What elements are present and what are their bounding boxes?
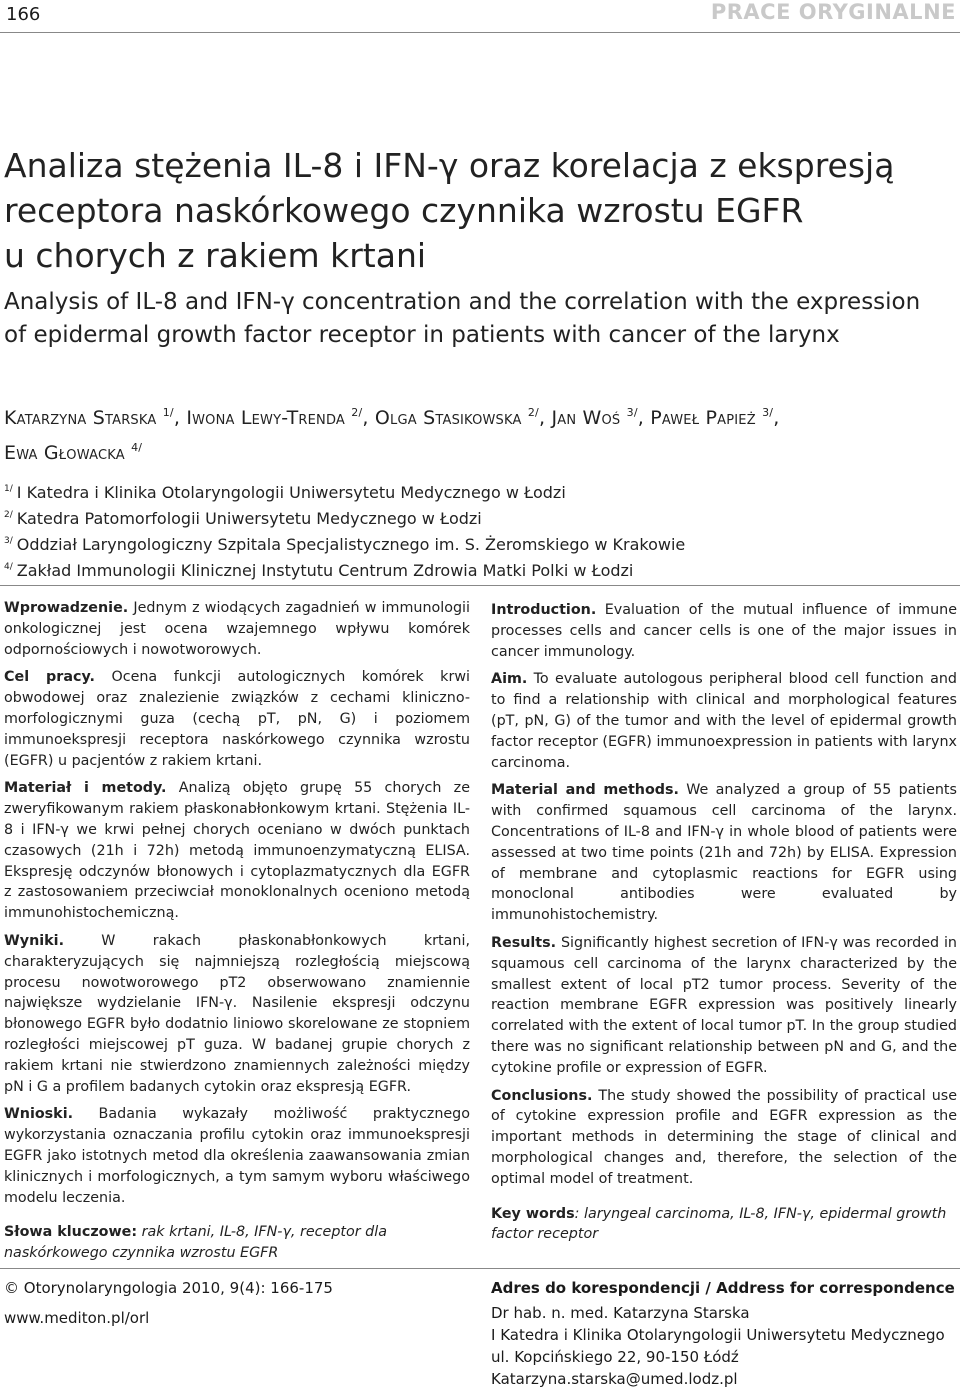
- author-affiliation-mark: 3/: [626, 406, 638, 419]
- correspondence-line: ul. Kopcińskiego 22, 90-150 Łódź: [491, 1348, 739, 1366]
- title-english: [4, 286, 954, 352]
- abstract-en-section-text: Evaluation of the mutual influence of immune processes cells and cancer cells is one of the major issues in cancer immunology.: [491, 602, 957, 660]
- abstract-pl-section-label: Wyniki.: [4, 932, 65, 949]
- abstract-en-section-text: Significantly highest secretion of IFN-γ was recorded in squamous cell carcinoma of the larynx characterized by the smallest extent of local pT2 tumor process. Severity of the reaction membrane EGFR expression was positively linearly correlated with the extent of local tumor pT. In the group studied there was no significant relationship between pN and G, and the cytokine profile or expression of EGFR.: [491, 934, 957, 1076]
- author-separator: ,: [773, 407, 780, 429]
- title-polish-line: u chorych z rakiem krtani: [4, 236, 427, 275]
- affiliation-mark: 3/: [4, 536, 13, 546]
- section-label: PRACE ORYGINALNE: [710, 0, 956, 24]
- abstract-pl-section-label: Materiał i metody.: [4, 780, 167, 797]
- correspondence-line: I Katedra i Klinika Otolaryngologii Uniwersytetu Medycznego: [491, 1326, 945, 1344]
- correspondence-line: Dr hab. n. med. Katarzyna Starska: [491, 1304, 750, 1322]
- abstract-pl-section-label: Wnioski.: [4, 1106, 74, 1123]
- abstract-pl-paragraph: [4, 667, 470, 771]
- abstract-pl-section-label: Wprowadzenie.: [4, 600, 129, 616]
- abstract-en-section-label: Results.: [491, 934, 557, 951]
- abstract-en-section-label: Introduction.: [491, 602, 597, 618]
- abstract-en-section-label: Aim.: [491, 671, 528, 688]
- title-polish: [4, 143, 954, 278]
- header-divider: [0, 32, 960, 33]
- affiliation-item: [4, 530, 954, 556]
- abstract-en-section-text: We analyzed a group of 55 patients with confirmed squamous cell carcinoma of the larynx. Concentrations of IL-8 and IFN-γ in whole blood of patients were assessed at two time points (21h and 72h) by ELISA. Expression of membrane and cytoplasmic reactions for EGFR using monoclonal antibodies were evaluated by immunohistochemistry.: [491, 782, 957, 924]
- affiliation-item: [4, 556, 954, 582]
- abstract-pl-section-text: Badania wykazały możliwość praktycznego wykorzystania oznaczania profilu cytokin oraz immunoekspresji EGFR jako istotnych metod dla określenia zaawansowania zmian klinicznych i morfologicznych, a tym samym wyboru właściwego modelu leczenia.: [4, 1106, 470, 1206]
- title-english-line: of epidermal growth factor receptor in patients with cancer of the larynx: [4, 322, 840, 348]
- abstract-en-section-text: To evaluate autologous peripheral blood cell function and to find a relationship with clinical and morphological features (pT, pN, G) of the tumor and with the level of epidermal growth factor receptor (EGFR) immunoexpression in patients with larynx carcinoma.: [491, 671, 957, 771]
- author-name: Iwona Lewy-Trenda: [186, 407, 346, 429]
- abstract-pl-section-text: W rakach płaskonabłonkowych krtani, charakteryzujących się najmniejszą rozległością miejscową procesu nowotworowego pT2 obserwowano znamiennie największe wydzielanie IFN-γ. Nasilenie ekspresji odczynu błonowego EGFR było dodatnio liniowo skorelowane ze stopniem rozległości miejscowej pT guza. W badanej grupie chorych z rakiem krtani nie stwierdzono znamiennych zależności między pN i G a profilem badanych cytokin oraz ekspresją EGFR.: [4, 932, 470, 1095]
- abstract-pl-section-text: Ocena funkcji autologicznych komórek krwi obwodowej oraz znalezienie związków z cechami kliniczno-morfologicznymi guza (cechą pT, pN, G) i poziomem immunoekspresji receptora naskórkowego czynnika wzrostu (EGFR) u pacjentów z rakiem krtani.: [4, 669, 470, 769]
- affiliation-text: Zakład Immunologii Klinicznej Instytutu Centrum Zdrowia Matki Polki w Łodzi: [16, 561, 634, 580]
- author-name: Ewa Głowacka: [4, 442, 125, 464]
- title-polish-line: receptora naskórkowego czynnika wzrostu EGFR: [4, 191, 804, 230]
- abstract-en-section-text: The study showed the possibility of practical use of cytokine expression profile and EGFR expression as the important methods in determining the stage of clinical and morphological changes and, therefore, the selection of the optimal model of treatment.: [491, 1087, 957, 1187]
- author-name: Paweł Papież: [650, 407, 756, 429]
- abstract-divider: [0, 585, 960, 586]
- abstract-en-keywords-text: : laryngeal carcinoma, IL-8, IFN-γ, epidermal growth factor receptor: [491, 1205, 947, 1243]
- author-affiliation-mark: 1/: [162, 406, 174, 419]
- abstract-pl-paragraph: [4, 931, 470, 1097]
- abstract-pl-keywords: [4, 1222, 470, 1264]
- author-affiliation-mark: 3/: [762, 406, 774, 419]
- affiliation-text: I Katedra i Klinika Otolaryngologii Uniwersytetu Medycznego w Łodzi: [16, 483, 566, 502]
- abstract-polish: [4, 598, 470, 1271]
- affiliation-text: Katedra Patomorfologii Uniwersytetu Medycznego w Łodzi: [16, 509, 482, 528]
- author-separator: ,: [173, 407, 187, 429]
- author-affiliation-mark: 2/: [527, 406, 539, 419]
- author-separator: ,: [637, 407, 651, 429]
- correspondence-address: [491, 1302, 945, 1390]
- author-list: [4, 398, 954, 468]
- author-separator: ,: [538, 407, 552, 429]
- abstract-pl-paragraph: [4, 1104, 470, 1208]
- abstract-en-paragraph: [491, 1086, 957, 1190]
- abstract-pl-keywords-text: rak krtani, IL-8, IFN-γ, receptor dla naskórkowego czynnika wzrostu EGFR: [4, 1224, 387, 1262]
- journal-website-link[interactable]: www.mediton.pl/orl: [4, 1309, 150, 1327]
- author-affiliation-mark: 4/: [131, 441, 143, 454]
- abstract-pl-paragraph: [4, 598, 470, 660]
- affiliation-mark: 4/: [4, 562, 13, 572]
- affiliation-mark: 2/: [4, 510, 13, 520]
- title-english-line: Analysis of IL-8 and IFN-γ concentration and the correlation with the expression: [4, 289, 921, 315]
- abstract-pl-paragraph: [4, 778, 470, 924]
- title-polish-line: Analiza stężenia IL-8 i IFN-γ oraz korelacja z ekspresją: [4, 146, 895, 185]
- affiliation-list: [4, 478, 954, 582]
- abstract-pl-section-text: Analizą objęto grupę 55 chorych ze zweryfikowanym rakiem płaskonabłonkowym krtani. Stężenia IL-8 i IFN-γ we krwi pełnej chorych oceniano w dwóch punktach czasowych (21h i 72h) metodą immunoenzymatyczną ELISA. Ekspresję odczynów błonowych i cytoplazmatycznych dla EGFR z zastosowaniem przeciwciał monoklonalnych oceniono metodą immunohistochemiczną.: [4, 780, 470, 922]
- abstract-english: [491, 600, 957, 1252]
- abstract-en-paragraph: [491, 669, 957, 773]
- abstract-en-paragraph: [491, 780, 957, 926]
- abstract-en-keywords-label: Key words: [491, 1205, 575, 1222]
- affiliation-item: [4, 504, 954, 530]
- abstract-en-section-label: Conclusions.: [491, 1087, 593, 1104]
- author-name: Jan Woś: [551, 407, 621, 429]
- abstract-en-section-label: Material and methods.: [491, 782, 679, 799]
- affiliation-text: Oddział Laryngologiczny Szpitala Specjalistycznego im. S. Żeromskiego w Krakowie: [16, 535, 686, 554]
- abstract-en-paragraph: [491, 933, 957, 1079]
- author-name: Katarzyna Starska: [4, 407, 157, 429]
- abstract-pl-keywords-label: Słowa kluczowe:: [4, 1224, 138, 1241]
- author-separator: ,: [362, 407, 375, 429]
- abstract-pl-section-text: Jednym z wiodących zagadnień w immunologii onkologicznej jest ocena wzajemnego wpływu komórek odpornościowych i nowotworowych.: [4, 600, 470, 658]
- abstract-en-paragraph: [491, 600, 957, 662]
- correspondence-heading: Adres do korespondencji / Address for correspondence: [491, 1279, 955, 1297]
- abstract-pl-section-label: Cel pracy.: [4, 669, 95, 686]
- abstract-en-keywords: [491, 1204, 957, 1246]
- footer-divider: [0, 1268, 960, 1269]
- author-name: Olga Stasikowska: [374, 407, 522, 429]
- page-number: 166: [6, 4, 41, 25]
- author-affiliation-mark: 2/: [351, 406, 363, 419]
- affiliation-item: [4, 478, 954, 504]
- affiliation-mark: 1/: [4, 484, 13, 494]
- journal-citation: © Otorynolaryngologia 2010, 9(4): 166-175: [4, 1279, 333, 1297]
- correspondence-email-link[interactable]: Katarzyna.starska@umed.lodz.pl: [491, 1370, 738, 1388]
